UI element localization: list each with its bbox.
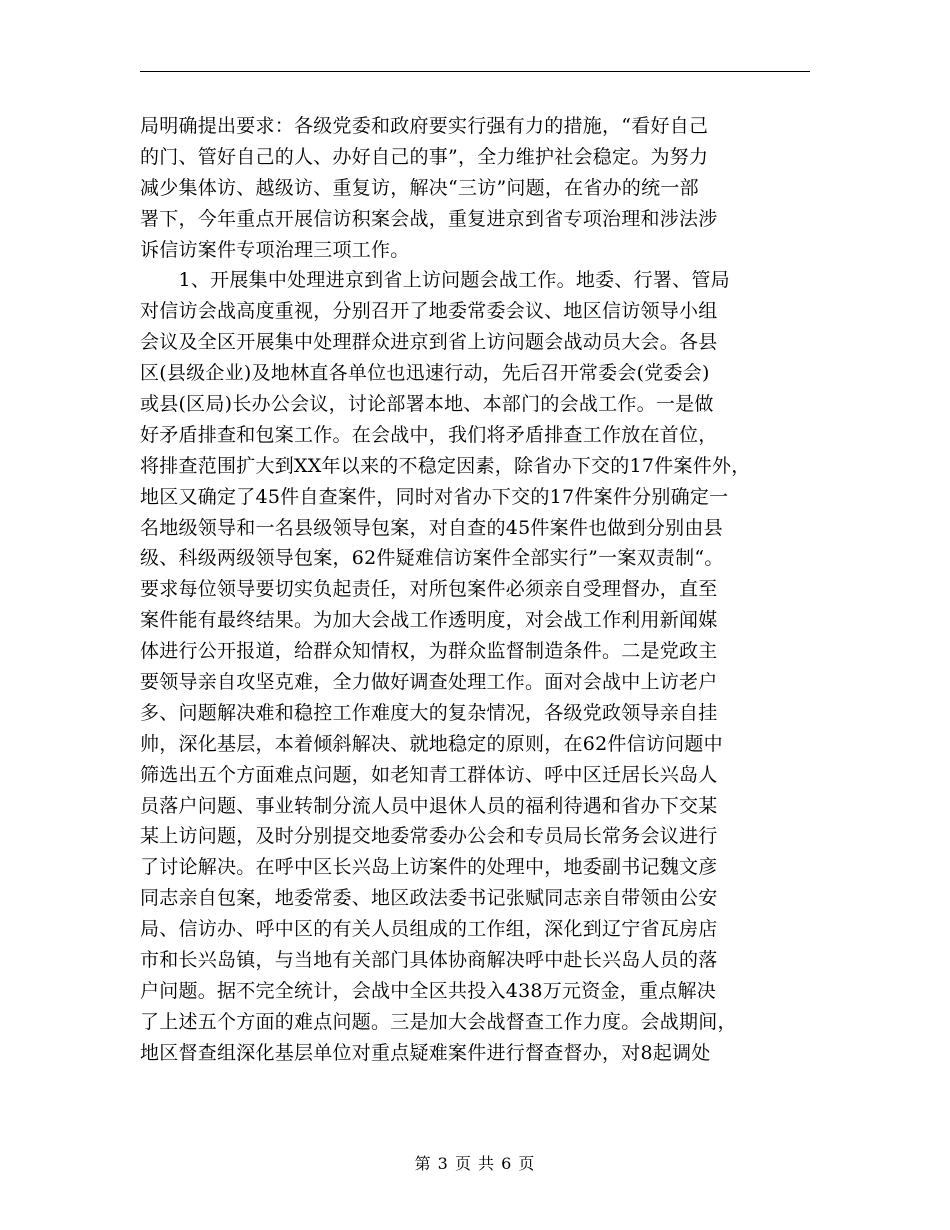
text-line: 将排查范围扩大到XX年以来的不稳定因素，除省办下交的17件案件外， (140, 454, 751, 477)
text-line: 案件能有最终结果。为加大会战工作透明度，对会战工作利用新闻媒 (140, 609, 718, 632)
text-line: 地区督查组深化基层单位对重点疑难案件进行督查督办，对8起调处 (140, 1041, 711, 1064)
text-line: 多、问题解决难和稳控工作难度大的复杂情况，各级党政领导亲自挂 (140, 701, 718, 724)
text-line: 了上述五个方面的难点问题。三是加大会战督查工作力度。会战期间， (140, 1010, 737, 1033)
text-line: 员落户问题、事业转制分流人员中退休人员的福利待遇和省办下交某 (140, 794, 718, 817)
text-line: 局明确提出要求：各级党委和政府要实行强有力的措施，“看好自己 (140, 115, 709, 137)
text-line: 了讨论解决。在呼中区长兴岛上访案件的处理中，地委副书记魏文彦 (140, 856, 718, 879)
text-line: 好矛盾排查和包案工作。在会战中，我们将矛盾排查工作放在首位， (140, 423, 718, 446)
text-line: 1、开展集中处理进京到省上访问题会战工作。地委、行署、管局 (140, 269, 730, 292)
text-line: 区(县级企业)及地林直各单位也迅速行动，先后召开常委会(党委会) (140, 362, 710, 385)
page-number-footer: 第 3 页 共 6 页 (414, 1154, 536, 1173)
text-line: 帅，深化基层，本着倾斜解决、就地稳定的原则，在62件信访问题中 (140, 732, 723, 755)
text-line: 地区又确定了45件自查案件，同时对省办下交的17件案件分别确定一 (140, 485, 729, 508)
text-line: 市和长兴岛镇，与当地有关部门具体协商解决呼中赴长兴岛人员的落 (140, 949, 718, 972)
text-line: 或县(区局)长办公会议，讨论部署本地、本部门的会战工作。一是做 (140, 393, 714, 416)
text-line: 的门、管好自己的人、办好自己的事”，全力维护社会稳定。为努力 (140, 145, 709, 168)
text-line: 户问题。据不完全统计，会战中全区共投入438万元资金，重点解决 (140, 979, 717, 1002)
text-line: 筛选出五个方面难点问题，如老知青工群体访、呼中区迁居长兴岛人 (140, 763, 718, 786)
text-line: 署下，今年重点开展信访积案会战，重复进京到省专项治理和涉法涉 (140, 207, 718, 230)
text-line: 要领导亲自攻坚克难，全力做好调查处理工作。面对会战中上访老户 (140, 671, 718, 694)
text-line: 会议及全区开展集中处理群众进京到省上访问题会战动员大会。各县 (140, 331, 718, 354)
text-line: 同志亲自包案，地委常委、地区政法委书记张赋同志亲自带领由公安 (140, 887, 718, 910)
text-line: 减少集体访、越级访、重复访，解决“三访”问题，在省办的统一部 (140, 176, 699, 199)
text-line: 诉信访案件专项治理三项工作。 (140, 238, 410, 261)
document-body (140, 111, 830, 1069)
text-line: 对信访会战高度重视，分别召开了地委常委会议、地区信访领导小组 (140, 300, 718, 323)
text-line: 体进行公开报道，给群众知情权，为群众监督制造条件。二是党政主 (140, 640, 718, 663)
text-line: 某上访问题，及时分别提交地委常委办公会和专员局长常务会议进行 (140, 825, 718, 848)
text-line: 要求每位领导要切实负起责任，对所包案件必须亲自受理督办，直至 (140, 578, 718, 601)
text-line: 名地级领导和一名县级领导包案，对自查的45件案件也做到分别由县 (140, 516, 723, 539)
header-rule (140, 71, 810, 72)
text-line: 级、科级两级领导包案，62件疑难信访案件全部实行”一案双责制“。 (140, 547, 724, 570)
text-line: 局、信访办、呼中区的有关人员组成的工作组，深化到辽宁省瓦房店 (140, 918, 718, 941)
